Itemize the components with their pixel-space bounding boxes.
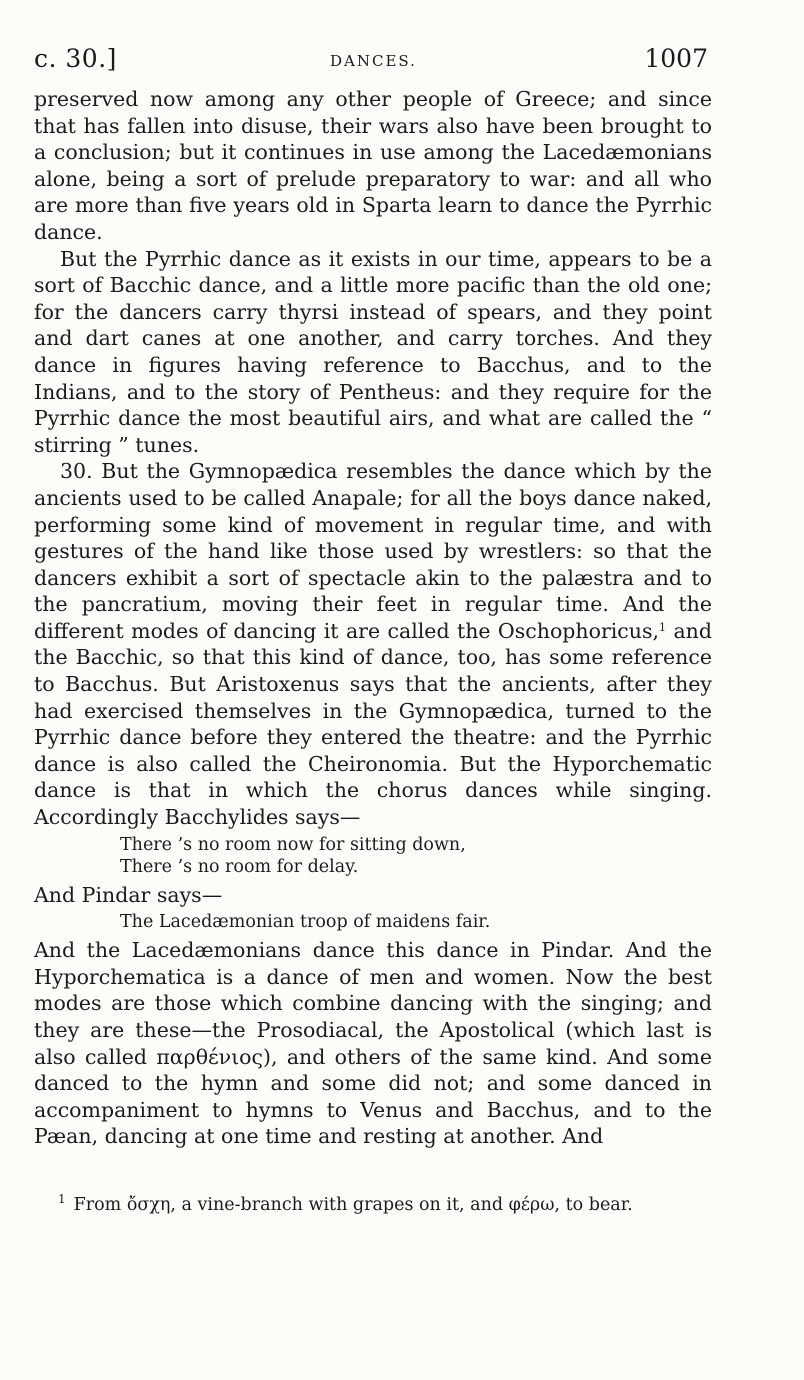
verse-line: There ’s no room now for sitting down,: [120, 834, 466, 855]
main-text: [34, 86, 712, 1150]
running-title: DANCES.: [330, 52, 417, 70]
footnote-mark: 1: [58, 1192, 66, 1206]
footnote: [58, 1188, 718, 1216]
chapter-reference: c. 30.]: [34, 44, 117, 73]
paragraph-continuation: preserved now among any other people of Greece; and since that has fallen into disuse, their wars also have been brought to a conclusion; but it continues in use among the Lacedæmonians alone, being a sort of prelude preparatory to war: and all who are more than five years old in Sparta learn to dance the Pyrrhic dance.: [34, 87, 712, 244]
verse-line: The Lacedæmonian troop of maidens fair.: [120, 912, 491, 933]
paragraph-hyporchematica: And the Lacedæmonians dance this dance in Pindar. And the Hyporchematica is a dance of men and women. Now the best modes are those which combine dancing with the singing; and they are these—the Prosodiacal, the Apostolical (which last is also called παρθένιος), and others of the same kind. And some danced to the hymn and some did not; and some danced in accompaniment to hymns to Venus and Bacchus, and to the Pæan, dancing at one time and resting at another. And: [34, 938, 712, 1149]
paragraph-gymnopaedica: [34, 458, 712, 830]
running-header: [0, 44, 804, 80]
gymnopaedica-text-b: and the Bacchic, so that this kind of dance, too, has some reference to Bacchus. But Aristoxenus says that the ancients, after they had exercised themselves in the Gymnopædica, turned to the Pyrrhic dance before they entered the theatre: and the Pyrrhic dance is also called the Cheironomia. But the Hyporchematic dance is that in which the chorus dances while singing. Accordingly Bacchylides says—: [34, 618, 712, 830]
paragraph-pyrrhic: But the Pyrrhic dance as it exists in our time, appears to be a sort of Bacchic dance, and a little more pacific than the old one; for the dancers carry thyrsi instead of spears, and they point and dart canes at one another, and carry torches. And they dance in figures having reference to Bacchus, and to the Indians, and to the story of Pentheus: and they require for the Pyrrhic dance the most beautiful airs, and what are called the “ stirring ” tunes.: [34, 246, 712, 457]
page-number: 1007: [644, 44, 708, 73]
pindar-quote: [120, 908, 712, 937]
gymnopaedica-text-a: 30. But the Gymnopædica resembles the dance which by the ancients used to be called Anapale; for all the boys dance naked, performing some kind of movement in regular time, and with gestures of the hand like those used by wrestlers: so that the dancers exhibit a sort of spectacle akin to the palæstra and to the pancratium, moving their feet in regular time. And the different modes of dancing it are called the Oschophoricus,: [34, 459, 712, 643]
verse-line: There ’s no room for delay.: [120, 856, 359, 877]
paragraph-pindar-intro: And Pindar says—: [34, 882, 223, 907]
footnote-text: From ὄσχη, a vine-branch with grapes on it, and φέρω, to bear.: [73, 1195, 633, 1215]
footnote-reference: 1: [659, 620, 667, 634]
bacchylides-quote: [120, 831, 712, 882]
